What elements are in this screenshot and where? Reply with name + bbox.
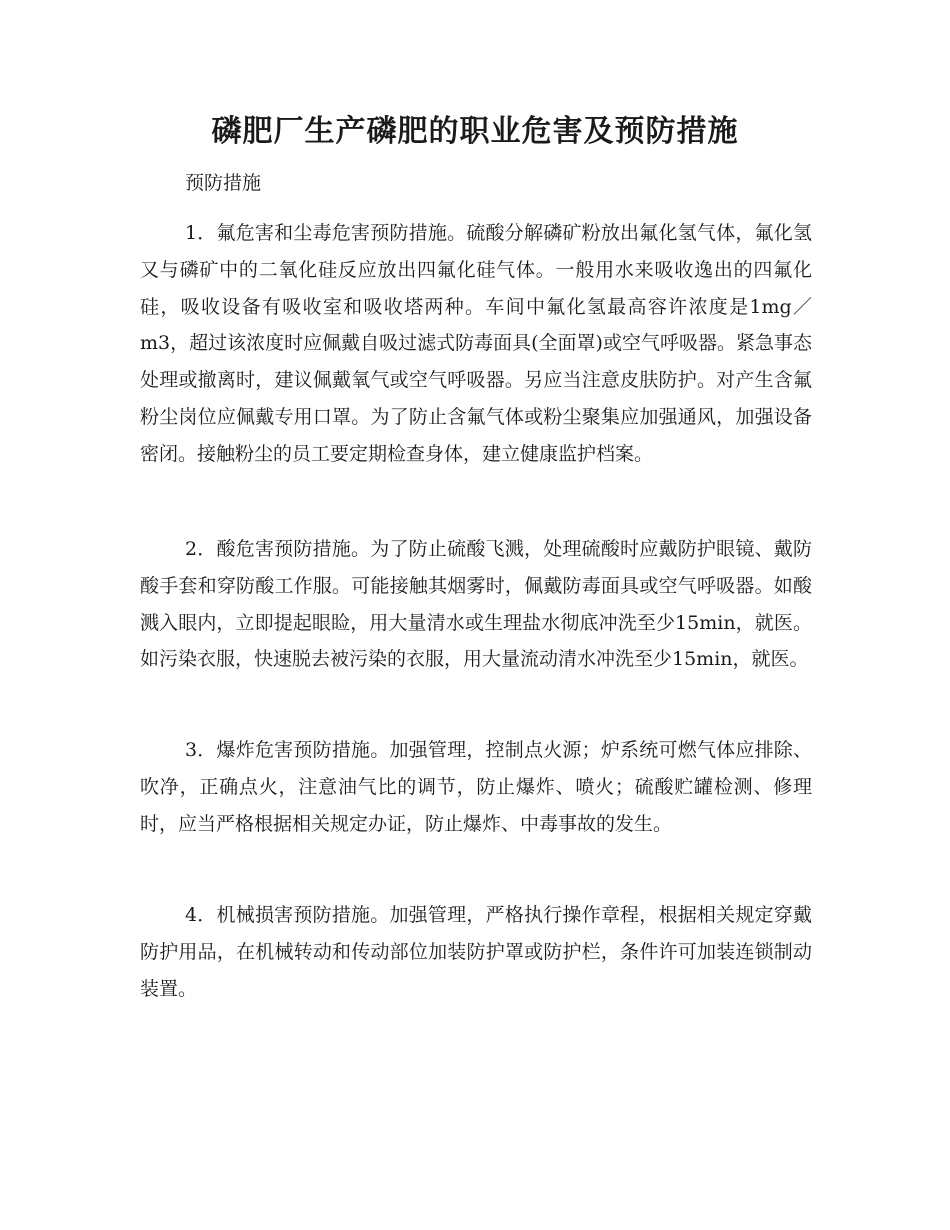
paragraph-mechanical: 4．机械损害预防措施。加强管理，严格执行操作章程，根据相关规定穿戴防护用品，在机械转动和传动部位加装防护罩或防护栏，条件许可加装连锁制动装置。	[140, 904, 812, 1000]
paragraph-fluorine-dust: 1．氟危害和尘毒危害预防措施。硫酸分解磷矿粉放出氟化氢气体，氟化氢又与磷矿中的二氧化硅反应放出四氟化硅气体。一般用水来吸收逸出的四氟化硅，吸收设备有吸收室和吸收塔两种。车间中氟化氢最高容许浓度是1mg／m3，超过该浓度时应佩戴自吸过滤式防毒面具(全面罩)或空气呼吸器。紧急事态处理或撤离时，建议佩戴氧气或空气呼吸器。另应当注意皮肤防护。对产生含氟粉尘岗位应佩戴专用口罩。为了防止含氟气体或粉尘聚集应加强通风，加强设备密闭。接触粉尘的员工要定期检查身体，建立健康监护档案。	[140, 222, 812, 465]
paragraph-explosion: 3．爆炸危害预防措施。加强管理，控制点火源；炉系统可燃气体应排除、吹净，正确点火，注意油气比的调节，防止爆炸、喷火；硫酸贮罐检测、修理时，应当严格根据相关规定办证，防止爆炸、中毒事故的发生。	[140, 739, 812, 835]
document-title: 磷肥厂生产磷肥的职业危害及预防措施	[211, 114, 739, 149]
section-heading: 预防措施	[185, 172, 262, 194]
paragraph-acid: 2．酸危害预防措施。为了防止硫酸飞溅，处理硫酸时应戴防护眼镜、戴防酸手套和穿防酸工作服。可能接触其烟雾时，佩戴防毒面具或空气呼吸器。如酸溅入眼内，立即提起眼睑，用大量清水或生理盐水彻底冲洗至少15min，就医。如污染衣服，快速脱去被污染的衣服，用大量流动清水冲洗至少15min，就医。	[140, 538, 812, 671]
